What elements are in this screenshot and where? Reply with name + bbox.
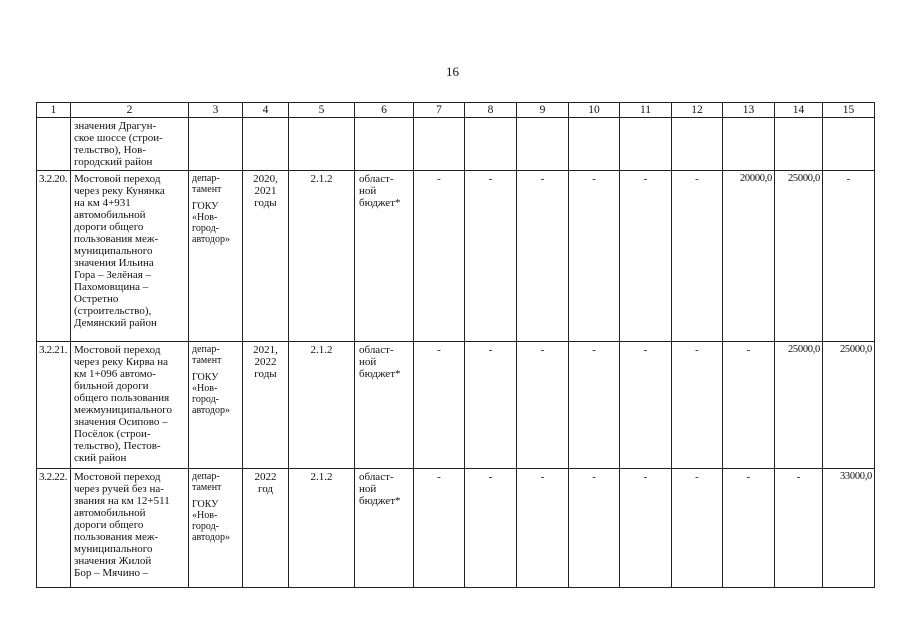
table-row	[37, 469, 875, 588]
cell-empty	[517, 118, 569, 171]
cell-value-13: 20000,0	[723, 171, 775, 342]
years-text: 2021, 2022 годы	[253, 344, 278, 380]
cell-code: 2.1.2	[289, 171, 355, 342]
col-header-11: 11	[620, 103, 672, 118]
cell-years	[243, 469, 289, 588]
cell-value-8: -	[465, 342, 517, 469]
cell-value-10: -	[569, 342, 620, 469]
table-row	[37, 171, 875, 342]
cell-value-10: -	[569, 469, 620, 588]
table-row	[37, 342, 875, 469]
col-header-3: 3	[189, 103, 243, 118]
cell-value-15: -	[823, 171, 875, 342]
executor-org: ГОКУ «Нов- город- автодор»	[192, 201, 230, 245]
cell-years	[243, 171, 289, 342]
executor-dept: депар- тамент	[192, 173, 222, 195]
col-header-10: 10	[569, 103, 620, 118]
cell-value-11: -	[620, 469, 672, 588]
cell-empty	[672, 118, 723, 171]
cell-value-14: -	[775, 469, 823, 588]
source-text: област- ной бюджет*	[359, 344, 401, 380]
cell-value-15: 25000,0	[823, 342, 875, 469]
cell-code: 2.1.2	[289, 342, 355, 469]
cell-empty	[414, 118, 465, 171]
executor-dept: депар- тамент	[192, 471, 222, 493]
executor-org: ГОКУ «Нов- город- автодор»	[192, 372, 230, 416]
table-row-continuation	[37, 118, 875, 171]
cell-num	[37, 118, 71, 171]
cell-executor	[189, 342, 243, 469]
col-header-8: 8	[465, 103, 517, 118]
executor-dept: депар- тамент	[192, 344, 222, 366]
col-header-2: 2	[71, 103, 189, 118]
cell-executor	[189, 171, 243, 342]
col-header-13: 13	[723, 103, 775, 118]
years-text: 2020, 2021 годы	[253, 173, 278, 209]
name-text: Мостовой переход через реку Кирва на км 1+096 автомо- бильной дороги общего пользования межмуниципального значения Осипово – Посёлок (строи- тельство), Пестов- ский район	[74, 344, 172, 464]
col-header-15: 15	[823, 103, 875, 118]
cell-source	[355, 469, 414, 588]
col-header-4: 4	[243, 103, 289, 118]
program-table	[36, 102, 875, 588]
cell-value-8: -	[465, 171, 517, 342]
cell-value-11: -	[620, 342, 672, 469]
col-header-14: 14	[775, 103, 823, 118]
cell-num: 3.2.21.	[37, 342, 71, 469]
cell-value-15: 33000,0	[823, 469, 875, 588]
cell-value-9: -	[517, 469, 569, 588]
col-header-12: 12	[672, 103, 723, 118]
cell-empty	[465, 118, 517, 171]
source-text: област- ной бюджет*	[359, 471, 401, 507]
cell-empty	[243, 118, 289, 171]
col-header-6: 6	[355, 103, 414, 118]
executor-org: ГОКУ «Нов- город- автодор»	[192, 499, 230, 543]
cell-years	[243, 342, 289, 469]
cell-value-12: -	[672, 469, 723, 588]
cell-name	[71, 469, 189, 588]
cell-code: 2.1.2	[289, 469, 355, 588]
col-header-9: 9	[517, 103, 569, 118]
col-header-5: 5	[289, 103, 355, 118]
cell-empty	[569, 118, 620, 171]
cell-value-14: 25000,0	[775, 171, 823, 342]
cell-empty	[289, 118, 355, 171]
name-text: Мостовой переход через реку Кунянка на км 4+931 автомобильной дороги общего пользования меж- муниципального значения Ильина Гора – Зелёная – Пахомовщина – Остретно (строительство), Демянский район	[74, 173, 165, 329]
cell-value-9: -	[517, 171, 569, 342]
cell-value-14: 25000,0	[775, 342, 823, 469]
cell-name	[71, 342, 189, 469]
cell-empty	[823, 118, 875, 171]
cell-value-7: -	[414, 469, 465, 588]
cell-executor	[189, 469, 243, 588]
cell-value-12: -	[672, 342, 723, 469]
cell-value-10: -	[569, 171, 620, 342]
cell-name	[71, 171, 189, 342]
cell-name	[71, 118, 189, 171]
cell-empty	[189, 118, 243, 171]
col-header-7: 7	[414, 103, 465, 118]
years-text: 2022 год	[254, 471, 277, 495]
cell-empty	[355, 118, 414, 171]
cell-empty	[723, 118, 775, 171]
cell-empty	[775, 118, 823, 171]
header-row	[37, 103, 875, 118]
cell-value-7: -	[414, 342, 465, 469]
cell-source	[355, 171, 414, 342]
cell-source	[355, 342, 414, 469]
cell-empty	[620, 118, 672, 171]
name-text: значения Драгун- ское шоссе (строи- тельство), Нов- городский район	[74, 120, 163, 168]
name-text: Мостовой переход через ручей без на- звания на км 12+511 автомобильной дороги общего пользования меж- муниципального значения Жилой Бор – Мячино –	[74, 471, 170, 579]
cell-value-7: -	[414, 171, 465, 342]
cell-value-13: -	[723, 469, 775, 588]
source-text: област- ной бюджет*	[359, 173, 401, 209]
cell-num: 3.2.22.	[37, 469, 71, 588]
col-header-1: 1	[37, 103, 71, 118]
cell-value-12: -	[672, 171, 723, 342]
cell-value-8: -	[465, 469, 517, 588]
cell-num: 3.2.20.	[37, 171, 71, 342]
cell-value-11: -	[620, 171, 672, 342]
cell-value-13: -	[723, 342, 775, 469]
cell-value-9: -	[517, 342, 569, 469]
page-number: 16	[446, 64, 459, 79]
